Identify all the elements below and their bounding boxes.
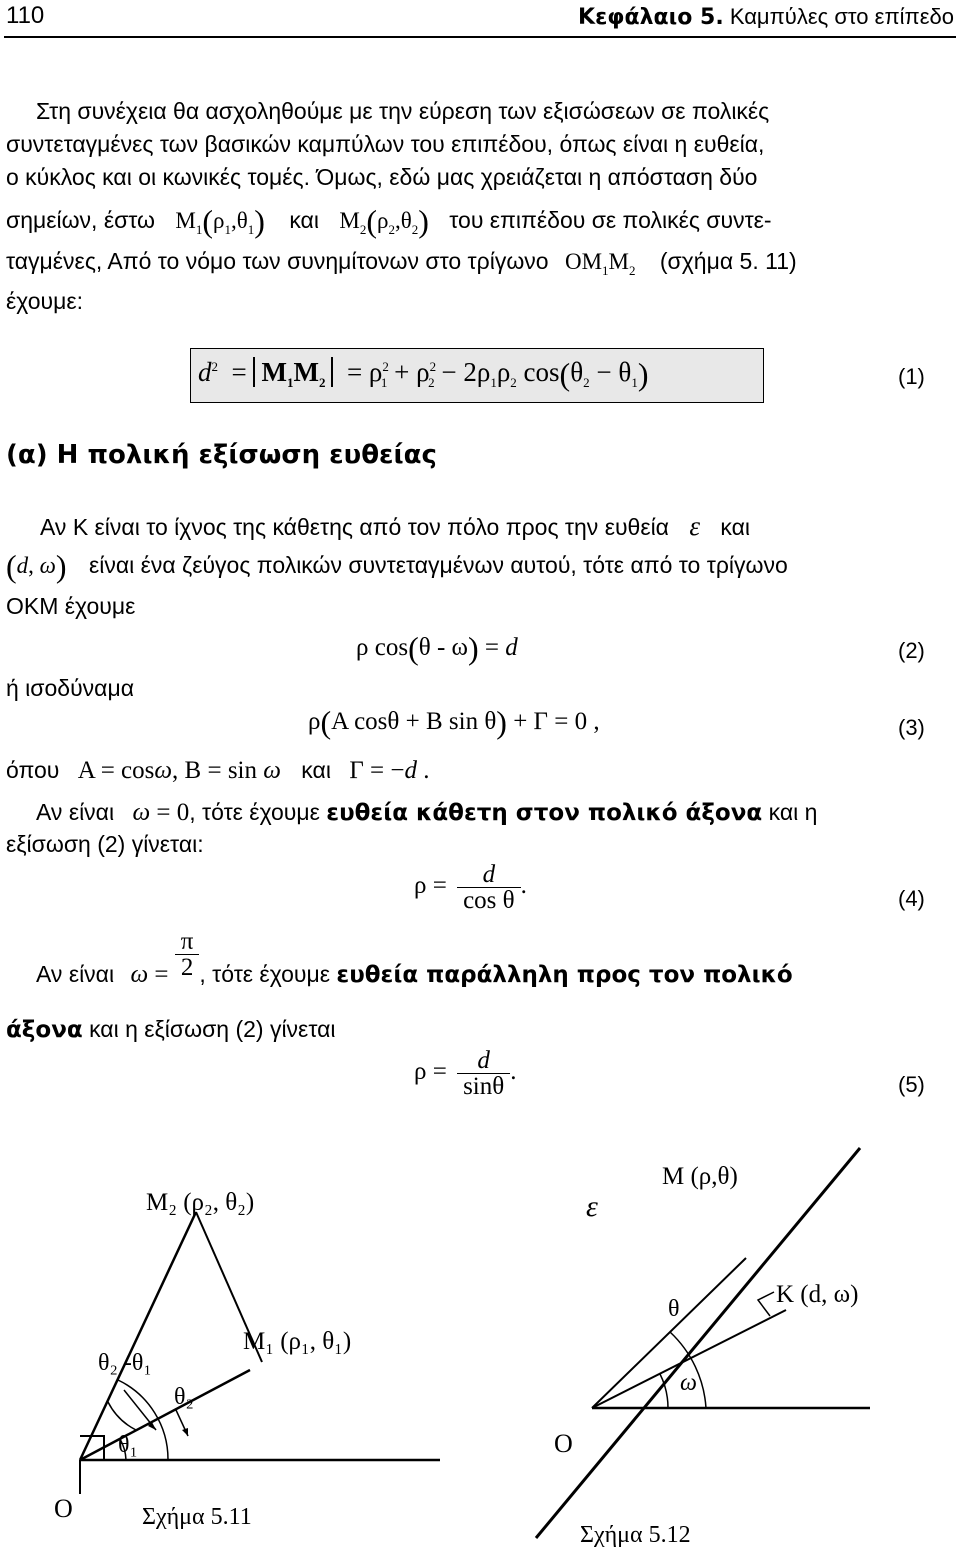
intro-line-6: έχουμε: bbox=[6, 288, 83, 314]
segment-om bbox=[592, 1258, 746, 1408]
theta2-pointer-arrow bbox=[182, 1428, 188, 1436]
equation-2: ρ cos(θ - ω) = d bbox=[356, 630, 518, 666]
label-m: M (ρ,θ) bbox=[662, 1163, 738, 1190]
figure-5-12 bbox=[480, 1140, 960, 1550]
segment-om2 bbox=[80, 1212, 196, 1460]
body-p2-line-2: εξίσωση (2) γίνεται: bbox=[6, 831, 204, 857]
equation-4-number: (4) bbox=[898, 886, 925, 911]
label-k: K (d, ω) bbox=[776, 1281, 859, 1308]
label-theta: θ bbox=[668, 1296, 680, 1322]
origin-label-2: O bbox=[554, 1429, 573, 1458]
page-number: 110 bbox=[6, 2, 45, 29]
where-line: όπου A = cosω, B = sin ω και Γ = −d . bbox=[6, 757, 430, 784]
equation-5: ρ = $\frac{d}{\sin\theta}$ . bbox=[414, 1047, 517, 1100]
body-line-1: Αν Κ είναι το ίχνος της κάθετης από τον πόλο προς την ευθεία ε και bbox=[40, 511, 751, 541]
distance-formula: $d^2 = M_1M_2 = \rho^2_1 + \rho^2_2 - 2\rho_1\rho_2$ $\cos(\theta_2 - \theta_1)$ bbox=[198, 356, 649, 392]
page-header bbox=[4, 0, 956, 38]
caption-5-12: Σχήμα 5.12 bbox=[580, 1522, 691, 1548]
origin-label: O bbox=[54, 1494, 73, 1523]
intro-line-5: ταγμένες, Από το νόμο των συνημίτονων στο τρίγωνο $OM_1M_2$ (σχήμα 5. 11) bbox=[6, 248, 797, 278]
intro-line-4: σημείων, έστω $M_1(\rho_1,\theta_1)$ και $M_2(\rho_2,\theta_2)$ του επιπέδου σε πολικές συντε- bbox=[6, 203, 772, 239]
label-omega: ω bbox=[680, 1370, 697, 1396]
body-p3-line-2: άξονα και η εξίσωση (2) γίνεται bbox=[6, 1016, 336, 1043]
chapter-title: Κεφάλαιο 5. Καμπύλες στο επίπεδο bbox=[578, 4, 954, 30]
equation-5-number: (5) bbox=[898, 1072, 925, 1097]
segment-om1 bbox=[80, 1370, 250, 1460]
equation-1-number: (1) bbox=[898, 364, 925, 389]
intro-line-3: ο κύκλος και οι κωνικές τομές. Όμως, εδώ μας χρειάζεται η απόσταση δύο bbox=[6, 164, 758, 190]
label-theta2: θ₂ bbox=[174, 1384, 194, 1410]
caption-5-11: Σχήμα 5.11 bbox=[142, 1504, 252, 1530]
right-angle-mark-2 bbox=[758, 1292, 774, 1316]
label-m1: M₁ (ρ₁, θ₁) bbox=[243, 1328, 352, 1355]
label-epsilon: ε bbox=[586, 1190, 598, 1223]
figure-5-11 bbox=[0, 1140, 480, 1550]
equivalently-label: ή ισοδύναμα bbox=[6, 675, 135, 701]
intro-line-1: Στη συνέχεια θα ασχοληθούμε με την εύρεση των εξισώσεων σε πολικές bbox=[36, 98, 770, 124]
equation-4: ρ = $\frac{d}{\text{cos θ}}$ . bbox=[414, 861, 527, 914]
label-m2: M₂ (ρ₂, θ₂) bbox=[146, 1189, 255, 1216]
line-epsilon bbox=[536, 1148, 860, 1538]
body-line-2: (d, ω) είναι ένα ζεύγος πολικών συντεταγμένων αυτού, τότε από το τρίγωνο bbox=[6, 548, 788, 584]
equation-3-number: (3) bbox=[898, 715, 925, 740]
label-theta-diff: θ₂ -θ₁ bbox=[98, 1350, 152, 1376]
equation-2-number: (2) bbox=[898, 638, 925, 663]
body-p2-line-1: Αν είναι ω = 0, τότε έχουμε ευθεία κάθετη στον πολικό άξονα και η bbox=[36, 799, 818, 826]
equation-3: ρ(A cosθ + B sin θ) + Γ = 0 , bbox=[308, 704, 600, 740]
section-heading: (α) Η πολική εξίσωση ευθείας bbox=[6, 440, 437, 470]
label-theta1: θ₁ bbox=[118, 1432, 138, 1458]
intro-line-2: συντεταγμένες των βασικών καμπύλων του επιπέδου, όπως είναι η ευθεία, bbox=[6, 131, 765, 157]
body-p3-line-1: Αν είναι ω = $\frac{\pi}{2}$ , τότε έχουμε ευθεία παράλληλη προς τον πολικό bbox=[36, 928, 793, 988]
diff-arc bbox=[108, 1402, 136, 1430]
body-line-3: ΟΚΜ έχουμε bbox=[6, 593, 136, 619]
